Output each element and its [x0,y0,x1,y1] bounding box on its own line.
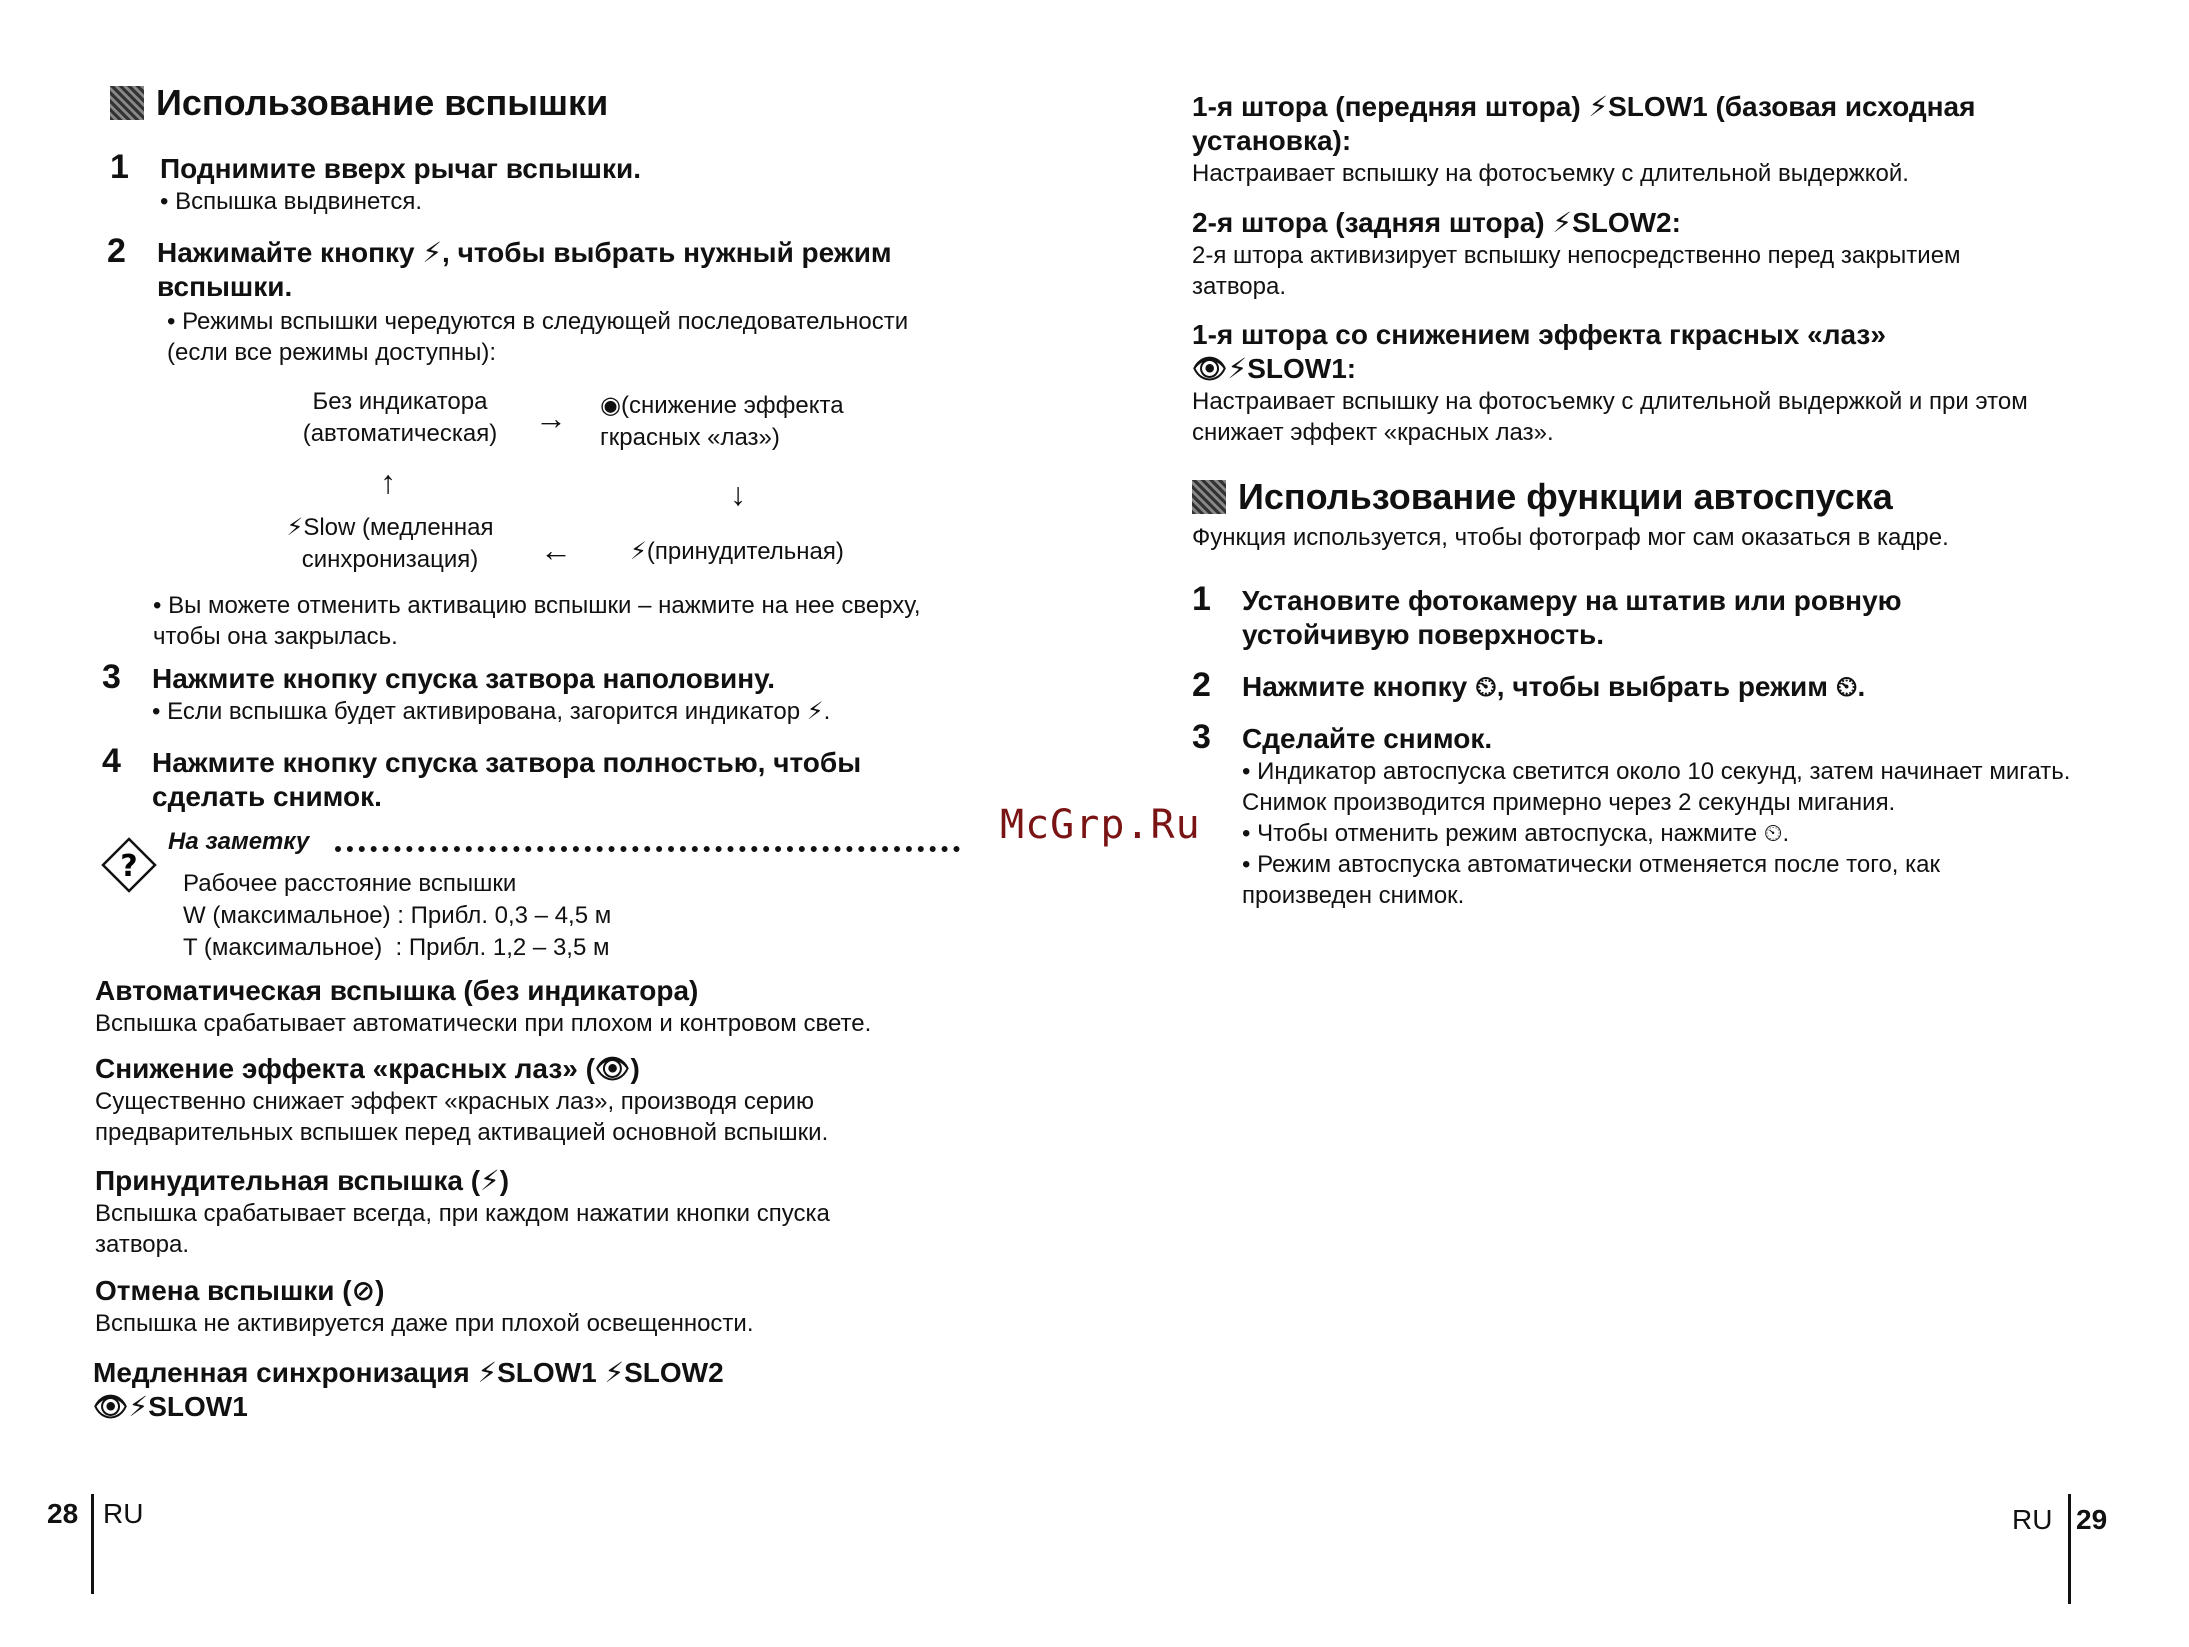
timer-bullet: • Чтобы отменить режим автоспуска, нажмите ⏲. [1242,818,2082,849]
footer-divider [91,1494,94,1594]
curtain-1: 1-я штора (передняя штора) ⚡SLOW1 (базовая исходная установка): Настраивает вспышку на фотосъемку с длительной выдержкой. [1192,91,1976,187]
note-label: На заметку [168,828,310,855]
arrow-down-icon: ↓ [730,476,746,512]
eye-icon: ◉ [600,392,621,419]
note-line-1: Рабочее расстояние вспышки [183,870,517,897]
timer-step-2: 2 Нажмите кнопку ⏲, чтобы выбрать режим ⏲. [1192,666,1866,704]
cancel-bullet: • Вы можете отменить активацию вспышки – нажмите на нее сверху, чтобы она закрылась. [153,590,953,652]
diagram-redeye: ◉(снижение эффекта гкрасных «лаз») [600,392,844,451]
step-3: 3 Нажмите кнопку спуска затвора наполовину. • Если вспышка будет активирована, загорится индикатор ⚡. [102,662,962,727]
arrow-up-icon: ↑ [380,464,396,500]
arrow-left-icon: ← [540,532,572,568]
footer-divider [2068,1494,2071,1604]
note-divider [335,846,960,852]
diagram-auto: Без индикатора (автоматическая) [302,388,498,447]
page-number: 29 [2076,1504,2108,1535]
diagram-forced: ⚡(принудительная) [630,538,844,565]
right-page [1190,0,2108,1647]
page-number: 28 [47,1498,79,1529]
note-question-icon [100,836,158,894]
flash-icon: ⚡ [286,514,304,541]
diagram-slow: ⚡Slow (медленная синхронизация) [286,514,494,573]
step-4: 4 Нажмите кнопку спуска затвора полностью, чтобы сделать снимок. [102,742,862,812]
timer-bullet: • Индикатор автоспуска светится около 10 секунд, затем начинает мигать. Снимок производится примерно через 2 секунды мигания. [1242,756,2082,818]
mode-auto: Автоматическая вспышка (без индикатора) Вспышка срабатывает автоматически при плохом и контровом свете. [95,975,872,1037]
timer-bullet: • Режим автоспуска автоматически отменяется после того, как произведен снимок. [1242,849,2002,911]
section-title-flash: Использование вспышки [110,82,608,124]
timer-step-3: 3 Сделайте снимок. [1192,718,1493,756]
step-1: 1 Поднимите вверх рычаг вспышки. • Вспышка выдвинется. [110,152,970,217]
mode-forced: Принудительная вспышка (⚡) Вспышка срабатывает всегда, при каждом нажатии кнопки спуска затвора. [95,1165,830,1258]
timer-step-1: 1 Установите фотокамеру на штатив или ровную устойчивую поверхность. [1192,580,1902,650]
note-line-3: T (максимальное) : Прибл. 1,2 – 3,5 м [183,934,610,961]
selftimer-intro: Функция используется, чтобы фотограф мог сам оказаться в кадре. [1192,524,1949,551]
section-marker-icon [1192,480,1226,514]
section-marker-icon [110,86,144,120]
step-2: 2 Нажимайте кнопку ⚡, чтобы выбрать нужный режим вспышки. • Режимы вспышки чередуются в следующей последовательности (если все режимы доступны): [107,236,967,368]
curtain-2: 2-я штора (задняя штора) ⚡SLOW2: 2-я штора активизирует вспышку непосредственно перед закрытием затвора. [1192,207,1961,300]
timer-bullets [1242,756,2082,911]
watermark: McGrp.Ru [1000,802,1201,848]
language-code: RU [103,1498,144,1529]
section-title-selftimer: Использование функции автоспуска [1192,476,1893,518]
note-line-2: W (максимальное) : Прибл. 0,3 – 4,5 м [183,902,612,929]
mode-off: Отмена вспышки (⊘) Вспышка не активируется даже при плохой освещенности. [95,1275,754,1337]
arrow-right-icon: → [535,400,567,436]
mode-slow-title: Медленная синхронизация ⚡SLOW1 ⚡SLOW2 [93,1357,724,1388]
mode-redeye: Снижение эффекта «красных лаз» (👁) Существенно снижает эффект «красных лаз», производя серию предварительных вспышек перед активацией основной вспышки. [95,1053,829,1146]
left-page [47,0,985,1647]
svg-text:?: ? [120,849,138,884]
curtain-1-redeye: 1-я штора со снижением эффекта гкрасных «лаз» 👁⚡SLOW1: Настраивает вспышку на фотосъемку с длительной выдержкой и при этом снижает эффект «красных лаз». [1192,319,2028,446]
language-code: RU [2012,1504,2053,1535]
mode-slow-title-2: 👁⚡SLOW1 [93,1391,248,1422]
flash-icon: ⚡ [630,538,647,565]
